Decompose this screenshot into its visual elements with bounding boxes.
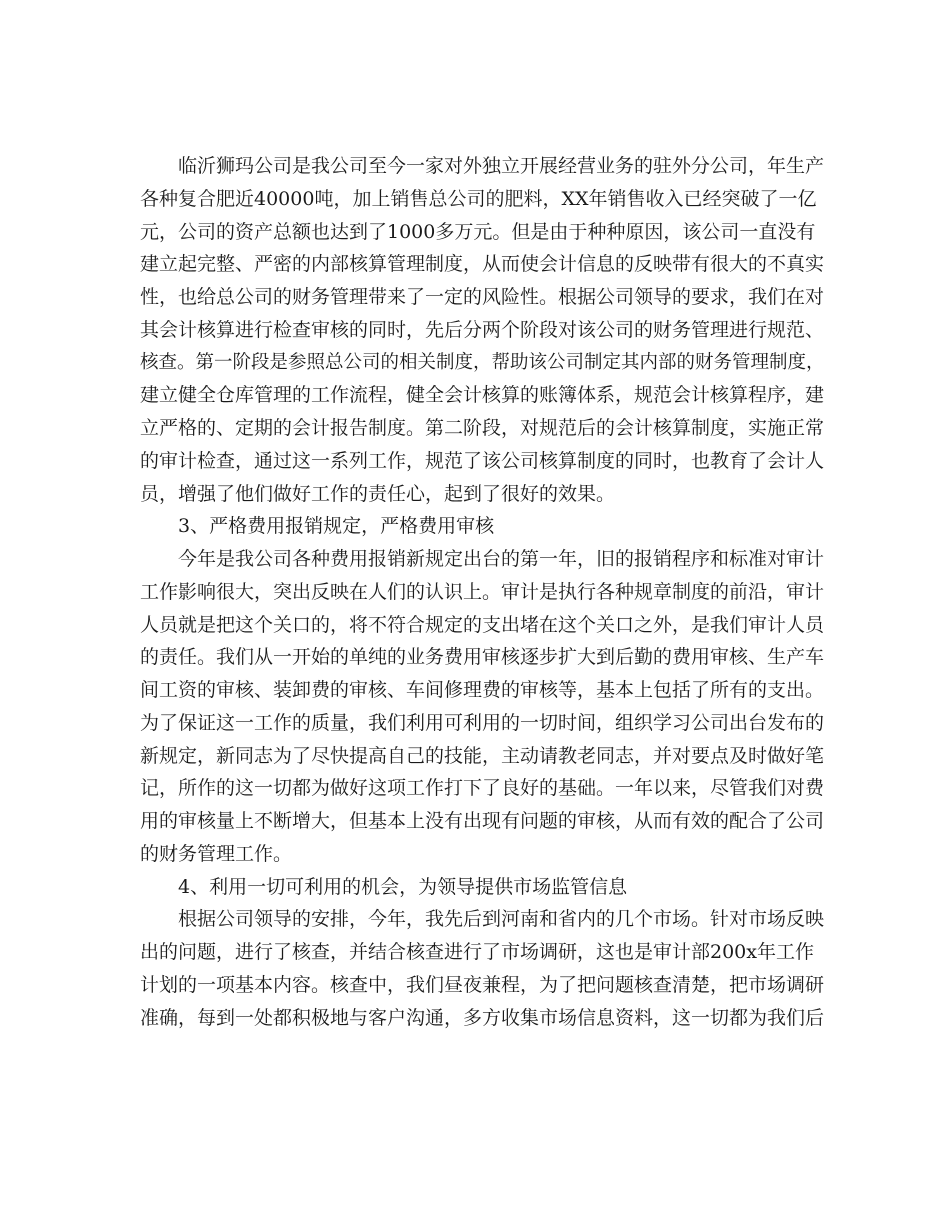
text-line: 元，公司的资产总额也达到了1000多万元。但是由于种种原因，该公司一直没有 [140,220,816,243]
text-line: 核查。第一阶段是参照总公司的相关制度，帮助该公司制定其内部的财务管理制度， [140,351,825,373]
text-line: 新规定，新同志为了尽快提高自己的技能，主动请教老同志，并对要点及时做好笔 [140,744,825,767]
text-line: 记，所作的这一切都为做好这项工作打下了良好的基础。一年以来，尽管我们对费 [140,777,825,800]
text-line: 立严格的、定期的会计报告制度。第二阶段，对规范后的会计核算制度，实施正常 [140,417,825,439]
text-line: 根据公司领导的安排，今年，我先后到河南和省内的几个市场。针对市场反映 [178,908,825,931]
text-line: 准确，每到一处都积极地与客户沟通，多方收集市场信息资料，这一切都为我们后 [140,1006,825,1029]
text-line: 人员就是把这个关口的，将不符合规定的支出堵在这个关口之外，是我们审计人员 [140,613,825,636]
text-line: 4、利用一切可利用的机会，为领导提供市场监管信息 [178,875,628,898]
text-line: 的财务管理工作。 [140,842,293,865]
text-line: 建立起完整、严密的内部核算管理制度，从而使会计信息的反映带有很大的不真实 [140,253,825,276]
text-line: 今年是我公司各种费用报销新规定出台的第一年，旧的报销程序和标准对审计 [178,548,825,570]
text-line: 的审计检查，通过这一系列工作，规范了该公司核算制度的同时，也教育了会计人 [140,449,825,472]
text-line: 为了保证这一工作的质量，我们利用可利用的一切时间，组织学习公司出台发布的 [140,711,825,734]
text-line: 各种复合肥近40000吨，加上销售总公司的肥料，XX年销售收入已经突破了一亿 [140,187,817,210]
text-line: 性，也给总公司的财务管理带来了一定的风险性。根据公司领导的要求，我们在对 [140,286,825,308]
text-line: 建立健全仓库管理的工作流程，健全会计核算的账簿体系，规范会计核算程序，建 [140,384,825,407]
text-line: 用的审核量上不断增大，但基本上没有出现有问题的审核，从而有效的配合了公司 [140,810,825,832]
text-line: 其会计核算进行检查审核的同时，先后分两个阶段对该公司的财务管理进行规范、 [140,318,825,341]
text-line: 的责任。我们从一开始的单纯的业务费用审核逐步扩大到后勤的费用审核、生产车 [140,646,825,669]
text-line: 工作影响很大，突出反映在人们的认识上。审计是执行各种规章制度的前沿，审计 [140,580,825,603]
text-line: 临沂狮玛公司是我公司至今一家对外独立开展经营业务的驻外分公司，年生产 [178,155,825,177]
document-body [140,150,826,1034]
text-line: 员，增强了他们做好工作的责任心，起到了很好的效果。 [140,482,616,505]
text-line: 间工资的审核、装卸费的审核、车间修理费的审核等，基本上包括了所有的支出。 [140,679,825,701]
text-line: 计划的一项基本内容。核查中，我们昼夜兼程，为了把问题核查清楚，把市场调研 [140,973,825,996]
text-line: 3、严格费用报销规定，严格费用审核 [178,515,495,538]
text-line: 出的问题，进行了核查，并结合核查进行了市场调研，这也是审计部200x年工作 [140,941,814,963]
